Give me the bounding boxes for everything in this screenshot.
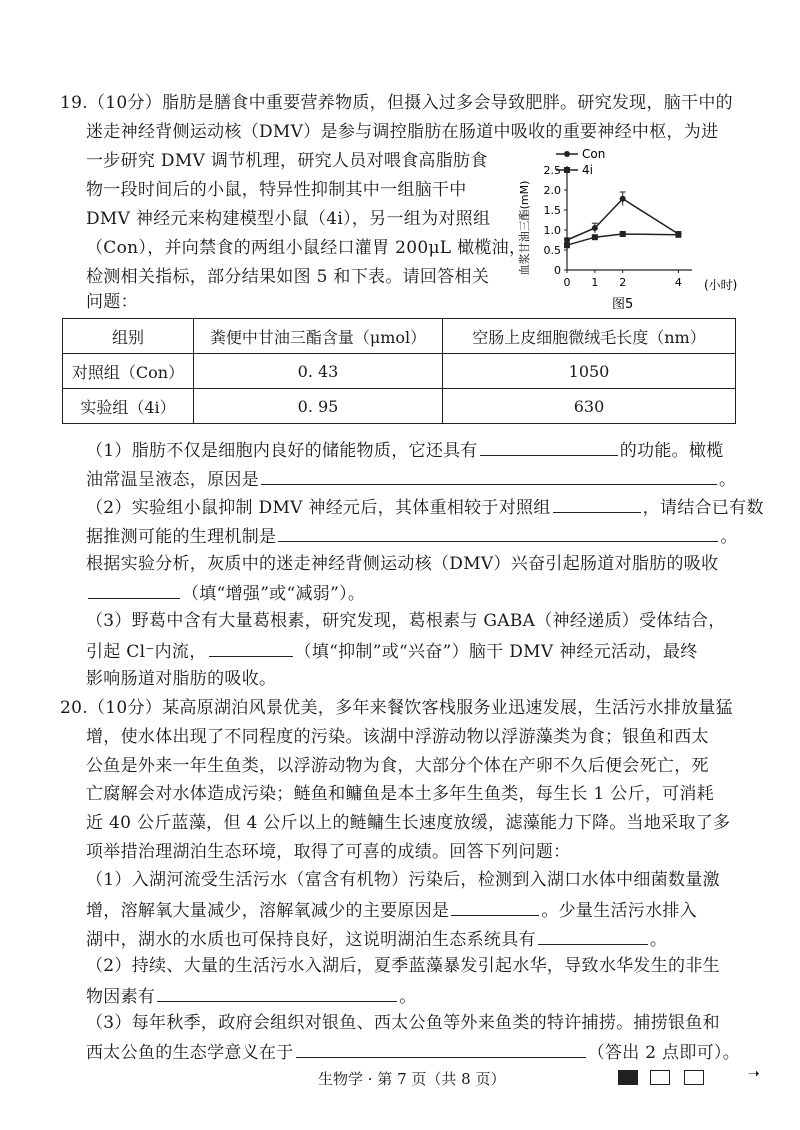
q19-part2-line1 — [86, 495, 764, 519]
text: 据推测可能的生理机制是 — [86, 527, 277, 547]
x-tick-label: 2 — [619, 276, 627, 289]
q20-part1-line2 — [86, 898, 697, 922]
text: 物因素有 — [86, 987, 156, 1007]
data-point-Con — [592, 225, 598, 231]
chart-legend — [556, 148, 605, 177]
q19-line-3: 一步研究 DMV 调节机理，研究人员对喂食高脂肪食 — [86, 151, 488, 171]
q20-line-5: 近 40 公斤蓝藻，但 4 公斤以上的鲢鳙生长速度放缓，滤藻能力下降。当地采取了多 — [86, 813, 731, 833]
text: 。 — [720, 527, 738, 547]
text: 。少量生活污水排入 — [541, 901, 698, 921]
table-header-row — [63, 319, 736, 354]
text: 。 — [649, 930, 668, 950]
answer-blank[interactable] — [209, 639, 293, 657]
data-point-4i — [620, 231, 626, 237]
text: （填“抑制”或“兴奋”）脑干 DMV 神经元活动，最终 — [294, 642, 698, 662]
filled-square-icon — [618, 1070, 638, 1085]
answer-blank[interactable] — [538, 927, 648, 945]
x-tick-label: 4 — [674, 276, 682, 289]
q20-line-3: 公鱼是外来一年生鱼类，以浮游动物为食，大部分个体在产卵不久后便会死亡，死 — [86, 756, 709, 776]
text: ，请结合已有数 — [642, 498, 764, 518]
table-cell: 630 — [443, 389, 736, 424]
answer-blank[interactable] — [451, 898, 539, 916]
text: （填“增强”或“减弱”）。 — [182, 584, 366, 604]
y-tick-label: 2.5 — [543, 164, 561, 177]
q20-part2-line2 — [86, 984, 417, 1008]
answer-blank[interactable] — [88, 581, 180, 599]
table-cell: 1050 — [443, 354, 736, 389]
results-table — [62, 318, 736, 424]
legend-con: Con — [582, 148, 606, 161]
table-cell: 对照组（Con） — [63, 354, 194, 389]
y-tick-label: 1.0 — [543, 224, 561, 237]
q19-line-2: 迷走神经背侧运动核（DMV）是参与调控脂肪在肠道中吸收的重要神经中枢，为进 — [86, 122, 719, 142]
chart-y-axis-label: 血浆甘油三酯(mM) — [518, 180, 531, 276]
table-header: 粪便中甘油三酯含量（μmol） — [194, 319, 443, 354]
y-tick-label: 1.5 — [543, 204, 561, 217]
table-cell: 0. 95 — [194, 389, 443, 424]
table-cell: 实验组（4i） — [63, 389, 194, 424]
q19-part3-line2 — [86, 639, 698, 663]
text: 油常温呈液态，原因是 — [86, 470, 259, 490]
y-tick-label: 0 — [554, 264, 561, 277]
table-header: 组别 — [63, 319, 194, 354]
q19-part2-line3: 根据实验分析，灰质中的迷走神经背侧运动核（DMV）兴奋引起肠道对脂肪的吸收 — [86, 554, 719, 574]
data-point-Con — [620, 196, 626, 202]
data-point-4i — [592, 234, 598, 240]
q19-part3-line1: （3）野葛中含有大量葛根素，研究发现，葛根素与 GABA（神经递质）受体结合， — [86, 611, 726, 631]
figure-caption: 图5 — [612, 297, 634, 312]
q19-line-4: 物一段时间后的小鼠，特异性抑制其中一组脑干中 — [86, 180, 467, 200]
text: 引起 Cl⁻内流， — [86, 642, 207, 662]
x-tick-label: 1 — [591, 276, 599, 289]
empty-square-icon — [650, 1070, 670, 1085]
answer-blank[interactable] — [157, 984, 397, 1002]
q20-part1-line3 — [86, 927, 667, 951]
text: 的功能。橄榄 — [619, 441, 724, 461]
data-point-Con — [564, 237, 570, 243]
q19-line-8: 问题： — [86, 292, 138, 312]
data-point-4i — [564, 242, 570, 248]
q19-part2-line4 — [86, 581, 365, 605]
answer-blank[interactable] — [480, 438, 618, 456]
q19-part1-line1 — [86, 438, 724, 462]
text: 湖中，湖水的水质也可保持良好，这说明湖泊生态系统具有 — [86, 930, 536, 950]
answer-blank[interactable] — [278, 524, 718, 542]
q20-part3-line2 — [86, 1040, 740, 1064]
q19-line-7: 检测相关指标，部分结果如图 5 和下表。请回答相关 — [86, 267, 490, 287]
table-row — [63, 389, 736, 424]
x-tick-label: 0 — [563, 276, 571, 289]
q20-line-4: 亡腐解会对水体造成污染；鲢鱼和鳙鱼是本土多年生鱼类，每生长 1 公斤，可消耗 — [86, 784, 715, 804]
q19-line-5: DMV 神经元来构建模型小鼠（4i），另一组为对照组 — [86, 209, 491, 229]
table-cell: 0. 43 — [194, 354, 443, 389]
answer-blank[interactable] — [296, 1040, 586, 1058]
answer-blank[interactable] — [261, 467, 717, 485]
page-footer: 生物学 · 第 7 页（共 8 页） — [318, 1070, 506, 1088]
data-point-4i — [675, 232, 681, 238]
table-header: 空肠上皮细胞微绒毛长度（nm） — [443, 319, 736, 354]
text: 西太公鱼的生态学意义在于 — [86, 1043, 294, 1063]
chart-x-axis-label: (小时) — [704, 278, 738, 292]
q19-part1-line2 — [86, 467, 736, 491]
q20-line-1: 20.（10分）某高原湖泊风景优美，多年来餐饮客栈服务业迅速发展，生活污水排放量猛 — [60, 698, 733, 718]
y-tick-label: 2.0 — [543, 184, 561, 197]
text: 。 — [719, 470, 737, 490]
legend-4i: 4i — [582, 163, 593, 177]
q19-line-1: 19.（10分）脂肪是膳食中重要营养物质，但摄入过多会导致肥胖。研究发现，脑干中的 — [60, 93, 733, 113]
text: 。 — [399, 987, 417, 1007]
q20-line-6: 项举措治理湖泊生态环境，取得了可喜的成绩。回答下列问题： — [86, 842, 571, 862]
q20-part1-line1: （1）入湖河流受生活污水（富含有机物）污染后，检测到入湖口水体中细菌数量激 — [86, 870, 720, 890]
text: 增，溶解氧大量减少，溶解氧减少的主要原因是 — [86, 901, 450, 921]
q19-part2-line2 — [86, 524, 738, 548]
arrow-mark-icon: ➝ — [748, 1066, 760, 1082]
answer-blank[interactable] — [553, 495, 641, 513]
figure-5-line-chart — [512, 148, 744, 316]
q20-part2-line1: （2）持续、大量的生活污水入湖后，夏季蓝藻暴发引起水华，导致水华发生的非生 — [86, 956, 720, 976]
y-tick-label: 0.5 — [543, 244, 561, 257]
q19-line-6: （Con），并向禁食的两组小鼠经口灌胃 200μL 橄榄油， — [86, 238, 527, 258]
table-row — [63, 354, 736, 389]
q19-part3-line3: 影响肠道对脂肪的吸收。 — [86, 669, 277, 689]
empty-square-icon — [684, 1070, 704, 1085]
text: （答出 2 点即可）。 — [587, 1043, 741, 1063]
text: （1）脂肪不仅是细胞内良好的储能物质，它还具有 — [86, 441, 478, 461]
text: （2）实验组小鼠抑制 DMV 神经元后，其体重相较于对照组 — [86, 498, 551, 518]
q20-part3-line1: （3）每年秋季，政府会组织对银鱼、西太公鱼等外来鱼类的特许捕捞。捕捞银鱼和 — [86, 1013, 720, 1033]
q20-line-2: 增，使水体出现了不同程度的污染。该湖中浮游动物以浮游藻类为食；银鱼和西太 — [86, 727, 709, 747]
